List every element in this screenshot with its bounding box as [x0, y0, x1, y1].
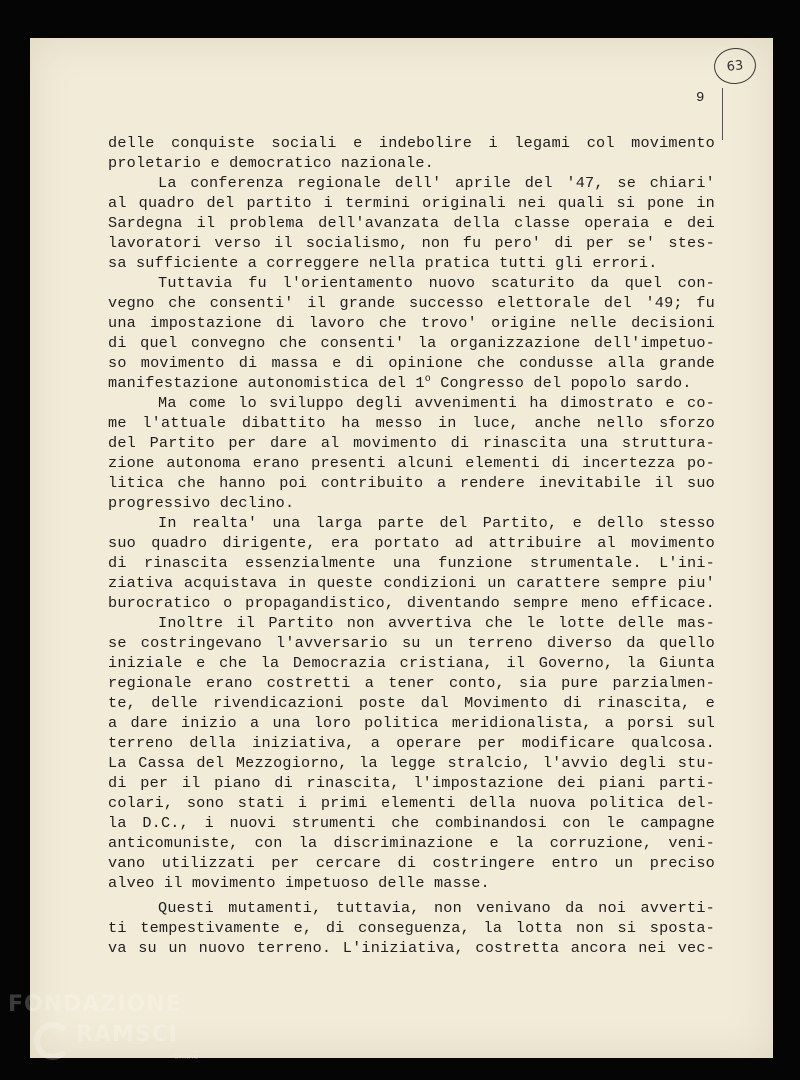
- text-line: La conferenza regionale dell' aprile del '47, se chiari': [158, 174, 715, 192]
- text-line: me l'attuale dibattito ha messo in luce, anche nello sforzo: [108, 414, 715, 432]
- text-line: alveo il movimento impetuoso delle masse.: [108, 874, 490, 892]
- text-line: una impostazione di lavoro che trovo' origine nelle decisioni: [108, 314, 715, 332]
- text-line: di rinascita essenzialmente una funzione strumentale. L'ini-: [108, 554, 715, 572]
- page-number: 9: [696, 90, 705, 106]
- text-line: suo quadro dirigente, era portato ad attribuire al movimento: [108, 534, 715, 552]
- text-line: te, delle rivendicazioni poste dal Movimento di rinascita, e: [108, 694, 715, 712]
- text-line: [108, 373, 692, 393]
- text-line: iniziale e che la Democrazia cristiana, il Governo, la Giunta: [108, 654, 715, 672]
- archive-number-stamp: 63: [712, 46, 758, 86]
- watermark-online: online: [174, 1052, 199, 1061]
- text-line: a dare inizio a una loro politica meridionalista, a porsi sul: [108, 714, 715, 732]
- text-line: Inoltre il Partito non avvertiva che le lotte delle mas-: [158, 614, 715, 632]
- text-line: regionale erano costretti a tener conto, sia pure parzialmen-: [108, 674, 715, 692]
- text-line: ti tempestivamente e, di conseguenza, la lotta non si sposta-: [108, 919, 715, 937]
- text-line: so movimento di massa e di opinione che condusse alla grande: [108, 354, 715, 372]
- text-line: va su un nuovo terreno. L'iniziativa, costretta ancora nei vec-: [108, 939, 715, 957]
- text-line: la D.C., i nuovi strumenti che combinandosi con le campagne: [108, 814, 715, 832]
- text-line: In realta' una larga parte del Partito, e dello stesso: [158, 514, 715, 532]
- text-line: se costringevano l'avversario su un terreno diverso da quello: [108, 634, 715, 652]
- text-line: lavoratori verso il socialismo, non fu pero' di per se' stes-: [108, 234, 715, 252]
- gramsci-g-icon: [34, 1022, 72, 1060]
- fondazione-gramsci-watermark: [8, 992, 208, 1072]
- text-line: del Partito per dare al movimento di rinascita una struttura-: [108, 434, 715, 452]
- text-segment: Congresso del popolo sardo.: [430, 374, 692, 392]
- text-line: burocratico o propagandistico, diventando sempre meno efficace.: [108, 594, 715, 612]
- watermark-line2: RAMSCI: [76, 1022, 179, 1047]
- text-line: ziativa acquistava in queste condizioni un carattere sempre piu': [108, 574, 715, 592]
- text-line: terreno della iniziativa, a operare per modificare qualcosa.: [108, 734, 715, 752]
- text-line: La Cassa del Mezzogiorno, la legge stralcio, l'avvio degli stu-: [108, 754, 715, 772]
- text-segment: manifestazione autonomistica del 1: [108, 374, 425, 392]
- text-line: anticomuniste, con la discriminazione e la corruzione, veni-: [108, 834, 715, 852]
- text-line: delle conquiste sociali e indebolire i legami col movimento: [108, 134, 715, 152]
- text-line: Sardegna il problema dell'avanzata della classe operaia e dei: [108, 214, 715, 232]
- text-line: vano utilizzati per cercare di costringere entro un preciso: [108, 854, 715, 872]
- text-line: Tuttavia fu l'orientamento nuovo scaturito da quel con-: [158, 274, 715, 292]
- text-line: progressivo declino.: [108, 494, 295, 512]
- text-line: litica che hanno poi contribuito a rendere inevitabile il suo: [108, 474, 715, 492]
- text-line: Questi mutamenti, tuttavia, non venivano da noi avverti-: [158, 899, 715, 917]
- watermark-line1: FONDAZIONE: [8, 992, 182, 1017]
- text-line: al quadro del partito i termini originali nei quali si pone in: [108, 194, 715, 212]
- text-line: sa sufficiente a correggere nella pratica tutti gli errori.: [108, 254, 658, 272]
- text-line: Ma come lo sviluppo degli avvenimenti ha dimostrato e co-: [158, 394, 715, 412]
- text-line: zione autonoma erano presenti alcuni elementi di incertezza po-: [108, 454, 715, 472]
- text-line: proletario e democratico nazionale.: [108, 154, 434, 172]
- superscript: o: [424, 374, 431, 385]
- text-line: di per il piano di rinascita, l'impostazione dei piani parti-: [108, 774, 715, 792]
- text-line: vegno che consenti' il grande successo elettorale del '49; fu: [108, 294, 715, 312]
- text-line: colari, sono stati i primi elementi della nuova politica del-: [108, 794, 715, 812]
- text-line: di quel convegno che consenti' la organizzazione dell'impetuo-: [108, 334, 715, 352]
